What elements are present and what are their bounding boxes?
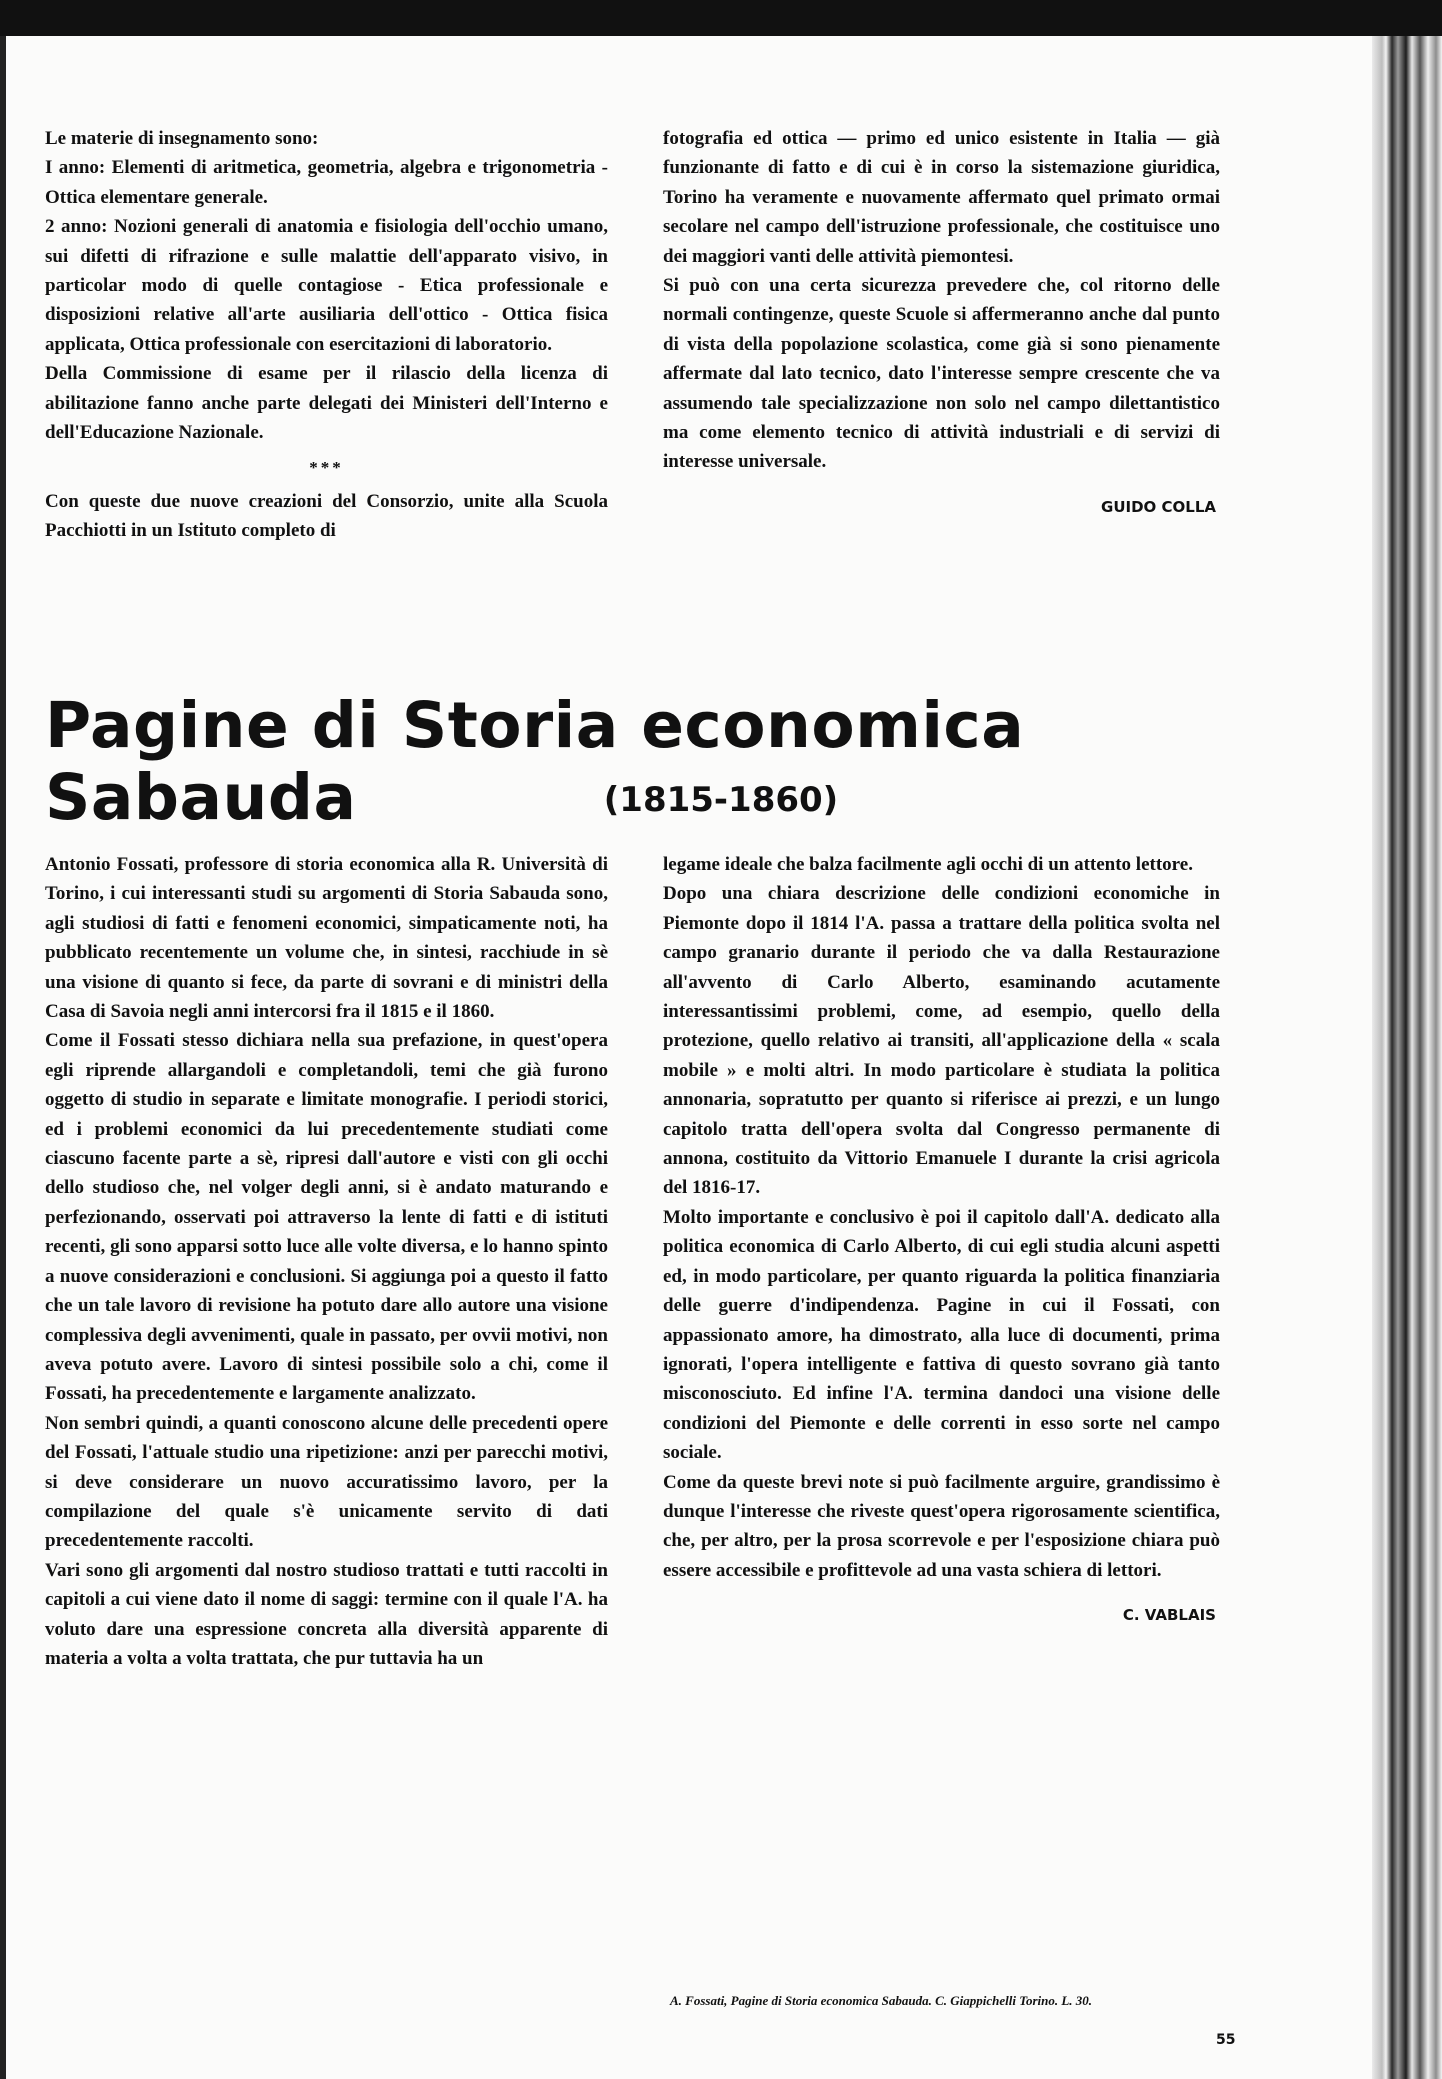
top-dark-band (0, 0, 1442, 36)
paragraph: Come da queste brevi note si può facilmente arguire, grandissimo è dunque l'interesse che riveste quest'opera rigorosamente scientifica, che, per altro, per la prosa scorrevole e per l'esposizione chiara può essere accessibile e profittevole ad una vasta schiera di lettori. (663, 1471, 1220, 1581)
paragraph: Come il Fossati stesso dichiara nella sua prefazione, in quest'opera egli riprende allargandoli e completandoli, temi che già furono oggetto di studio in separate e limitate monografie. I periodi storici, ed i problemi economici da lui precedentemente studiati come ciascuno facente parte a sè, ripresi dall'autore e visti con gli occhi dello studioso che, nel volger degli anni, si è andato maturando e perfezionando, osservati poi attraverso la lente di fatti e di istituti recenti, gli sono apparsi sotto luce alle volte diversa, e lo hanno spinto a nuove considerazioni e conclusioni. Si aggiunga poi a questo il fatto che un tale lavoro di revisione ha potuto dare allo autore una visione complessiva degli avvenimenti, quale in passato, per ovvii motivi, non aveva potuto avere. Lavoro di sintesi possibile solo a chi, come il Fossati, ha precedentemente e largamente analizzato. (45, 1030, 608, 1405)
page-number: 55 (1216, 2032, 1236, 2048)
paragraph: Vari sono gli argomenti dal nostro studioso trattati e tutti raccolti in capitoli a cui viene dato il nome di saggi: termine con il quale l'A. ha voluto dare una espressione concreta alla diversità apparente di materia a volta a volta trattata, che pur tuttavia ha un (45, 1559, 608, 1669)
paragraph: legame ideale che balza facilmente agli occhi di un attento lettore. (663, 854, 1193, 875)
author-signature: GUIDO COLLA (1101, 497, 1216, 516)
article-title: Pagine di Storia economica Sabauda (45, 689, 1025, 834)
paragraph: Le materie di insegnamento sono: (45, 128, 319, 149)
bottom-right-column (663, 850, 1220, 1631)
section-separator: *** (309, 458, 344, 478)
bottom-left-column (45, 850, 608, 1673)
author-signature: C. VABLAIS (1122, 1606, 1216, 1625)
paragraph: Non sembri quindi, a quanti conoscono alcune delle precedenti opere del Fossati, l'attuale studio una ripetizione: anzi per parecchi motivi, si deve considerare un nuovo accuratissimo lavoro, per la compilazione del quale s'è unicamente servito di dati precedentemente raccolti. (45, 1412, 608, 1552)
book-reference-footnote: A. Fossati, Pagine di Storia economica Sabauda. C. Giappichelli Torino. L. 30. (670, 1993, 1093, 2008)
top-left-column (45, 124, 608, 546)
paragraph: Si può con una certa sicurezza prevedere che, col ritorno delle normali contingenze, queste Scuole si affermeranno anche dal punto di vista della popolazione scolastica, come già si sono pienamente affermate dal lato tecnico, dato l'interesse sempre crescente che va assumendo tale specializzazione non solo nel campo dilettantistico ma come elemento tecnico di attività industriali e di servizi di interesse universale. (663, 275, 1220, 473)
paragraph: Molto importante e conclusivo è poi il capitolo dall'A. dedicato alla politica economica di Carlo Alberto, di cui egli studia alcuni aspetti ed, in modo particolare, per quanto riguarda la politica finanziaria delle guerre d'indipendenza. Pagine in cui il Fossati, con appassionato amore, ha dimostrato, alla luce di documenti, prima ignorati, l'opera intelligente e fattiva di questo sovrano già tanto misconosciuto. Ed infine l'A. termina dandoci una visione delle condizioni del Piemonte e delle correnti in esso sorte nel campo sociale. (663, 1206, 1220, 1464)
article-subtitle: (1815-1860) (603, 780, 839, 820)
paragraph: Antonio Fossati, professore di storia economica alla R. Università di Torino, i cui interessanti studi su argomenti di Storia Sabauda sono, agli studiosi di fatti e fenomeni economici, simpaticamente noti, ha pubblicato recentemente un volume che, in sintesi, racchiude in sè una visione di quanto si fece, da parte di sovrani e di ministri della Casa di Savoia negli anni intercorsi fra il 1815 e il 1860. (45, 854, 608, 1023)
left-page-edge (0, 36, 6, 2079)
page-stack-edge (1372, 36, 1442, 2079)
paragraph: I anno: Elementi di aritmetica, geometria, algebra e trigonometria - Ottica elementare generale. (45, 157, 608, 208)
paragraph: Della Commissione di esame per il rilascio della licenza di abilitazione fanno anche parte delegati dei Ministeri dell'Interno e dell'Educazione Nazionale. (45, 363, 608, 444)
paragraph: 2 anno: Nozioni generali di anatomia e fisiologia dell'occhio umano, sui difetti di rifrazione e sulle malattie dell'apparato visivo, in particolar modo di quelle contagiose - Etica professionale e disposizioni relative all'arte ausiliaria dell'ottico - Ottica fisica applicata, Ottica professionale con esercitazioni di laboratorio. (45, 216, 608, 355)
top-right-column (663, 124, 1220, 522)
paragraph: Con queste due nuove creazioni del Consorzio, unite alla Scuola Pacchiotti in un Istituto completo di (45, 490, 608, 542)
paragraph: Dopo una chiara descrizione delle condizioni economiche in Piemonte dopo il 1814 l'A. passa a trattare della politica svolta nel campo granario durante il periodo che va dalla Restaurazione all'avvento di Carlo Alberto, esaminando acutamente interessantissimi problemi, come, ad esempio, quello della protezione, quello relativo ai transiti, all'applicazione della « scala mobile » e molti altri. In modo particolare è studiata la politica annonaria, sopratutto per quanto si riferisce ai prezzi, e un lungo capitolo tratta dell'opera svolta dal Congresso permanente di annona, costituito da Vittorio Emanuele I durante la crisi agricola del 1816-17. (663, 883, 1220, 1199)
paragraph: fotografia ed ottica — primo ed unico esistente in Italia — già funzionante di fatto e di cui è in corso la sistemazione giuridica, Torino ha veramente e nuovamente affermato quel primato ormai secolare nel campo dell'istruzione professionale, che costituisce uno dei maggiori vanti delle attività piemontesi. (663, 128, 1220, 267)
